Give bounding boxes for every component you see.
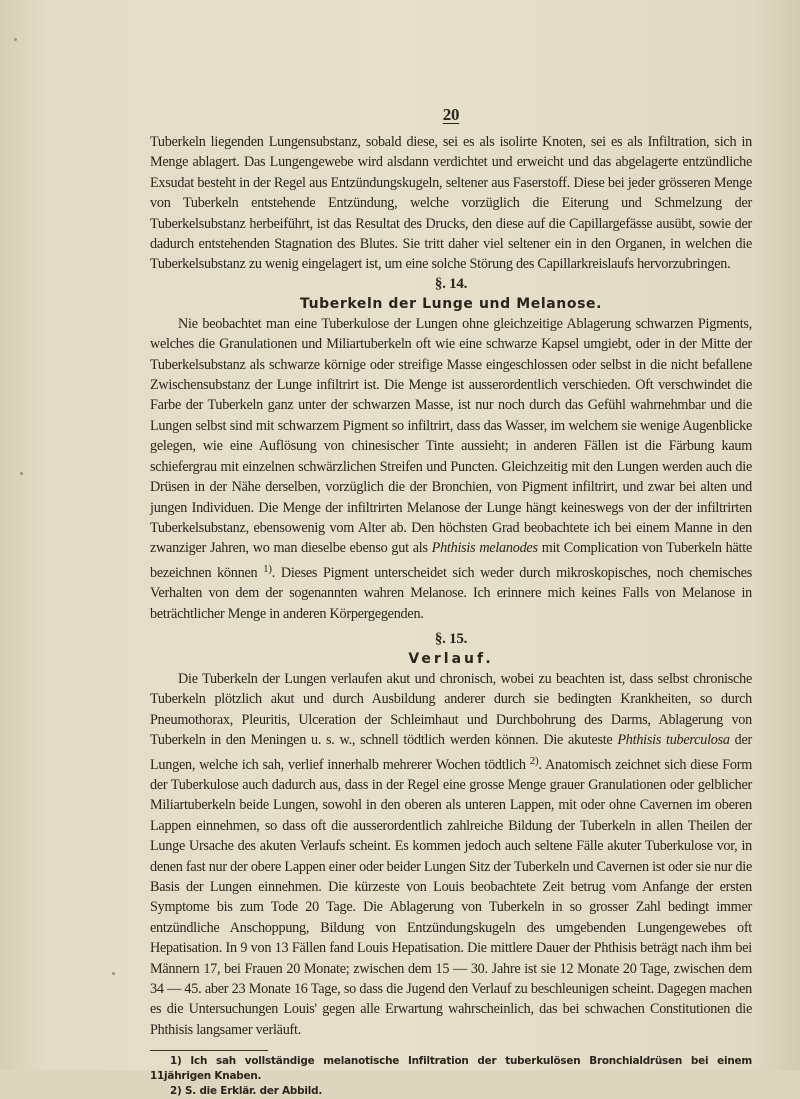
section-15-number: §. 15. bbox=[434, 630, 468, 647]
footnote-1: 1) Ich sah vollständige melanotische Infiltration der tuberkulösen Bronchialdrüsen bei einem 11jährigen Knaben. bbox=[150, 1055, 752, 1083]
italic-term: Phthisis melanodes bbox=[431, 540, 538, 557]
page-number: 20 bbox=[442, 105, 460, 124]
section-14-number: §. 14. bbox=[434, 275, 468, 292]
footnote-2: 2) S. die Erklär. der Abbild. bbox=[170, 1085, 323, 1098]
footnotes bbox=[150, 1054, 752, 1099]
footnote-marker-1: 1) bbox=[263, 562, 272, 575]
paragraph-intro: Tuberkeln liegenden Lungensubstanz, sobald diese, sei es als isolirte Knoten, sei es als Infiltration, sich in Menge ablagert. Das Lungengewebe wird alsdann verdichtet und erweicht und das abgelagerte entzündliche Exsudat besteht in der Regel aus Entzündungskugeln, seltener aus Faserstoff. Diese bei jeder grösseren Menge von Tuberkeln entstehende Entzündung, welche vorzüglich die Eiterung und Schmelzung der Tuberkelsubstanz herbeiführt, ist das Resultat des Drucks, den diese auf die Capillargefässe ausübt, sowie der dadurch entstehenden Stagnation des Blutes. Sie tritt daher viel seltener ein in den Organen, in welchen die Tuberkelsubstanz zu wenig eingelagert ist, um eine solche Störung des Capillarkreislaufs hervorzubringen. bbox=[150, 134, 752, 273]
footnote-divider bbox=[150, 1050, 268, 1051]
paper-speck bbox=[14, 38, 17, 41]
paper-speck bbox=[20, 472, 23, 475]
paragraph-section-15: Die Tuberkeln der Lungen verlaufen akut und chronisch, wobei zu beachten ist, dass selbst chronische Tuberkeln plötzlich akut und durch Ausbildung anderer durch sie bedingten Krankheiten, so durch Pneumothorax, Pleuritis, Ulceration der Schleimhaut und Durchbohrung des Darms, Ablagerung von Tuberkeln in den Meningen u. s. w., schnell tödtlich werden können. Die akuteste Phthisis tuberculosa der Lungen, welche ich sah, verlief innerhalb mehrerer Wochen tödtlich $^{2)}$. Anatomisch zeichnet sich diese Form der Tuberkulose auch dadurch aus, dass in der Regel eine grosse Menge grauer Granulationen oder gelblicher Miliartuberkeln beide Lungen, sowohl in den oberen als unteren Lappen, mit oder ohne Cavernen im oberen Lappen einnehmen, so dass oft die ausserordentlich zahlreiche Bildung der Tuberkeln in allen Theilen der Lunge Ursache des akuten Verlaufs scheint. Es kommen jedoch auch seltene Fälle akuter Tuberkulose vor, in denen fast nur der obere Lappen einer oder beider Lungen Sitz der Tuberkeln und Cavernen ist oder sie nur die Basis der Lungen einnehmen. Die kürzeste von Louis beobachtete Zeit betrug vom Anfange der ersten Symptome bis zum Tode 20 Tage. Die Ablagerung von Tuberkeln in so grosser Zahl bedingt immer entzündliche Anschoppung, Bildung von Entzündungskugeln des umgebenden Lungengewebes oft Hepatisation. In 9 von 13 Fällen fand Louis Hepatisation. Die mittlere Dauer der Phthisis beträgt nach ihm bei Männern 17, bei Frauen 20 Monate; zwischen dem 15 — 30. Jahre ist sie 12 Monate 20 Tage, zwischen dem 34 — 45. aber 23 Monate 16 Tage, so dass die Jugend den Verlauf zu beschleunigen scheint. Dagegen machen es die Untersuchungen Louis' gegen alle Erwartung wahrscheinlich, das bei schwachen Constitutionen die Phthisis langsamer verläuft. bbox=[150, 670, 752, 1038]
paragraph-section-14: Nie beobachtet man eine Tuberkulose der Lungen ohne gleichzeitige Ablagerung schwarzen Pigments, welches die Granulationen und Miliartuberkeln oft wie eine schwarze Kapsel umgiebt, oder in der Mitte der Tuberkelsubstanz als schwarze körnige oder streifige Masse eingeschlossen oder selbst in die nicht befallene Zwischensubstanz der Lunge infiltrirt ist. Die Menge ist ausserordentlich verschieden. Oft verschwindet die Farbe der Tuberkeln ganz unter der schwarzen Masse, ist nur noch durch das Gefühl wahrnehmbar und die Lungen selbst sind mit schwarzem Pigment so infiltrirt, dass das Wasser, im welchem sie wenige Augenblicke gelegen, wie eine Auflösung von chinesischer Tinte aussieht; in anderen Fällen ist die Färbung kaum schiefergrau mit einzelnen schwärzlichen Streifen und Puncten. Gleichzeitig mit den Lungen werden auch die Drüsen in der Nähe derselben, vorzüglich die der Bronchien, von Pigment infiltrirt, und zwar bei alten und jungen Individuen. Die Menge der infiltrirten Melanose der Lunge hängt keineswegs von der der infiltrirten Tuberkelsubstanz, ebensowenig vom Alter ab. Den höchsten Grad beobachtete ich bei einem Manne in den zwanziger Jahren, wo man dieselbe ebenso gut als Phthisis melanodes mit Complication von Tuberkeln hätte bezeichnen können $^{1)}$. Dieses Pigment unterscheidet sich weder durch mikroskopisches, noch chemisches Verhalten von dem der sogenannten wahren Melanose. Ich erinnere mich keines Falls von Melanose in beträchtlicher Menge in anderen Körpergegenden. bbox=[150, 315, 753, 622]
section-15-title: Verlauf. bbox=[408, 650, 494, 667]
italic-term: Phthisis tuberculosa bbox=[617, 732, 730, 749]
section-14-title: Tuberkeln der Lunge und Melanose. bbox=[299, 295, 603, 312]
paper-speck bbox=[112, 972, 115, 975]
text-column bbox=[150, 104, 752, 1099]
footnote-marker-2: 2) bbox=[529, 754, 539, 767]
